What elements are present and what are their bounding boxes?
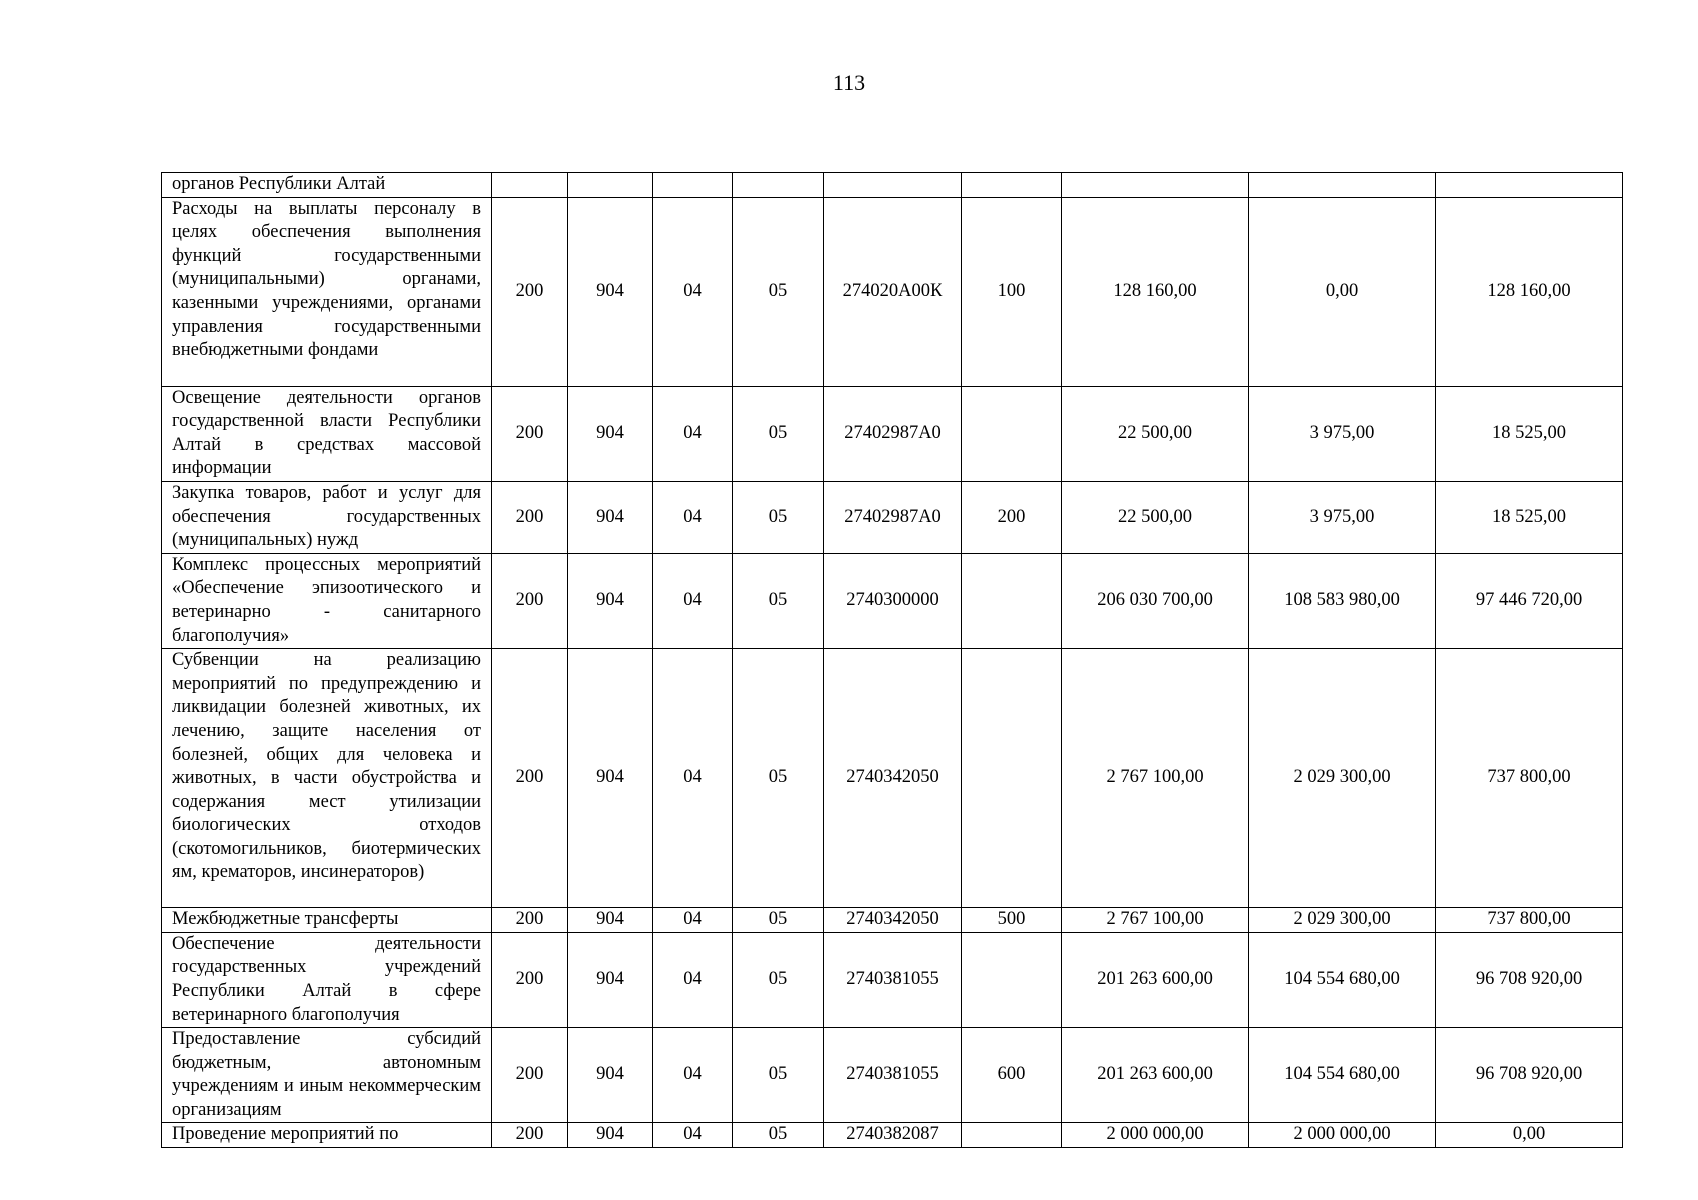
expense-type-cell: 600 — [962, 1028, 1062, 1123]
table-row — [162, 481, 1623, 553]
amount-regional-cell: 18 525,00 — [1436, 386, 1623, 481]
expense-type-cell: 500 — [962, 908, 1062, 933]
ministry-code-cell: 904 — [568, 1123, 653, 1148]
item-name-cell: Закупка товаров, работ и услуг для обеспечения государственных (муниципальных) нужд — [162, 481, 492, 553]
amount-total-cell: 2 000 000,00 — [1062, 1123, 1249, 1148]
subsection-code-cell: 05 — [733, 649, 824, 908]
section-code-cell: 04 — [653, 553, 733, 648]
chapter-code-cell: 200 — [492, 1123, 568, 1148]
amount-regional-cell: 737 800,00 — [1436, 908, 1623, 933]
subsection-code-cell: 05 — [733, 1028, 824, 1123]
section-code-cell: 04 — [653, 908, 733, 933]
amount-federal-cell: 108 583 980,00 — [1249, 553, 1436, 648]
amount-federal-cell: 2 029 300,00 — [1249, 649, 1436, 908]
amount-regional-cell — [1436, 173, 1623, 198]
ministry-code-cell — [568, 173, 653, 198]
table-row — [162, 386, 1623, 481]
target-article-cell: 2740382087 — [824, 1123, 962, 1148]
amount-federal-cell: 0,00 — [1249, 197, 1436, 386]
table-row — [162, 908, 1623, 933]
amount-total-cell: 22 500,00 — [1062, 386, 1249, 481]
subsection-code-cell: 05 — [733, 908, 824, 933]
amount-total-cell — [1062, 173, 1249, 198]
amount-federal-cell: 104 554 680,00 — [1249, 1028, 1436, 1123]
section-code-cell: 04 — [653, 649, 733, 908]
amount-federal-cell: 3 975,00 — [1249, 386, 1436, 481]
item-name-cell: Проведение мероприятий по — [162, 1123, 492, 1148]
item-name-cell: Освещение деятельности органов государственной власти Республики Алтай в средствах массовой информации — [162, 386, 492, 481]
expense-type-cell — [962, 386, 1062, 481]
subsection-code-cell: 05 — [733, 1123, 824, 1148]
expense-type-cell — [962, 173, 1062, 198]
section-code-cell: 04 — [653, 1028, 733, 1123]
item-name-cell: Обеспечение деятельности государственных учреждений Республики Алтай в сфере ветеринарного благополучия — [162, 932, 492, 1027]
target-article-cell: 2740342050 — [824, 649, 962, 908]
table-row — [162, 1028, 1623, 1123]
ministry-code-cell: 904 — [568, 1028, 653, 1123]
chapter-code-cell: 200 — [492, 553, 568, 648]
table-row — [162, 173, 1623, 198]
expense-type-cell — [962, 649, 1062, 908]
subsection-code-cell: 05 — [733, 932, 824, 1027]
amount-regional-cell: 737 800,00 — [1436, 649, 1623, 908]
table-row — [162, 197, 1623, 386]
table-row — [162, 932, 1623, 1027]
section-code-cell: 04 — [653, 386, 733, 481]
ministry-code-cell: 904 — [568, 932, 653, 1027]
section-code-cell — [653, 173, 733, 198]
subsection-code-cell: 05 — [733, 197, 824, 386]
subsection-code-cell: 05 — [733, 481, 824, 553]
subsection-code-cell: 05 — [733, 553, 824, 648]
chapter-code-cell: 200 — [492, 197, 568, 386]
chapter-code-cell: 200 — [492, 908, 568, 933]
target-article-cell: 2740381055 — [824, 1028, 962, 1123]
section-code-cell: 04 — [653, 932, 733, 1027]
target-article-cell: 274020А00К — [824, 197, 962, 386]
target-article-cell: 2740381055 — [824, 932, 962, 1027]
subsection-code-cell: 05 — [733, 386, 824, 481]
amount-federal-cell: 3 975,00 — [1249, 481, 1436, 553]
ministry-code-cell: 904 — [568, 386, 653, 481]
amount-total-cell: 128 160,00 — [1062, 197, 1249, 386]
item-name-cell: органов Республики Алтай — [162, 173, 492, 198]
section-code-cell: 04 — [653, 1123, 733, 1148]
amount-total-cell: 22 500,00 — [1062, 481, 1249, 553]
table-row — [162, 1123, 1623, 1148]
ministry-code-cell: 904 — [568, 908, 653, 933]
amount-federal-cell: 2 029 300,00 — [1249, 908, 1436, 933]
chapter-code-cell: 200 — [492, 932, 568, 1027]
expense-type-cell — [962, 1123, 1062, 1148]
amount-regional-cell: 18 525,00 — [1436, 481, 1623, 553]
amount-total-cell: 201 263 600,00 — [1062, 932, 1249, 1027]
target-article-cell: 2740300000 — [824, 553, 962, 648]
chapter-code-cell: 200 — [492, 1028, 568, 1123]
amount-total-cell: 2 767 100,00 — [1062, 649, 1249, 908]
expense-type-cell — [962, 932, 1062, 1027]
amount-regional-cell: 0,00 — [1436, 1123, 1623, 1148]
target-article-cell: 27402987А0 — [824, 481, 962, 553]
section-code-cell: 04 — [653, 197, 733, 386]
expense-type-cell — [962, 553, 1062, 648]
target-article-cell: 27402987А0 — [824, 386, 962, 481]
target-article-cell: 2740342050 — [824, 908, 962, 933]
expense-type-cell: 100 — [962, 197, 1062, 386]
amount-federal-cell: 2 000 000,00 — [1249, 1123, 1436, 1148]
amount-regional-cell: 97 446 720,00 — [1436, 553, 1623, 648]
item-name-cell: Комплекс процессных мероприятий «Обеспечение эпизоотического и ветеринарно - санитарного благополучия» — [162, 553, 492, 648]
chapter-code-cell: 200 — [492, 649, 568, 908]
item-name-cell: Расходы на выплаты персоналу в целях обеспечения выполнения функций государственными (муниципальными) органами, казенными учреждениями, органами управления государственными внебюджетными фондами — [162, 197, 492, 386]
ministry-code-cell: 904 — [568, 553, 653, 648]
chapter-code-cell — [492, 173, 568, 198]
amount-regional-cell: 96 708 920,00 — [1436, 1028, 1623, 1123]
ministry-code-cell: 904 — [568, 481, 653, 553]
amount-federal-cell — [1249, 173, 1436, 198]
amount-regional-cell: 128 160,00 — [1436, 197, 1623, 386]
item-name-cell: Субвенции на реализацию мероприятий по предупреждению и ликвидации болезней животных, их лечению, защите населения от болезней, общих для человека и животных, в части обустройства и содержания мест утилизации биологических отходов (скотомогильников, биотермических ям, крематоров, инсинераторов) — [162, 649, 492, 908]
expense-type-cell: 200 — [962, 481, 1062, 553]
amount-total-cell: 206 030 700,00 — [1062, 553, 1249, 648]
ministry-code-cell: 904 — [568, 649, 653, 908]
subsection-code-cell — [733, 173, 824, 198]
budget-table-body — [162, 173, 1623, 1148]
chapter-code-cell: 200 — [492, 386, 568, 481]
target-article-cell — [824, 173, 962, 198]
item-name-cell: Межбюджетные трансферты — [162, 908, 492, 933]
chapter-code-cell: 200 — [492, 481, 568, 553]
section-code-cell: 04 — [653, 481, 733, 553]
table-row — [162, 649, 1623, 908]
item-name-cell: Предоставление субсидий бюджетным, автономным учреждениям и иным некоммерческим организациям — [162, 1028, 492, 1123]
budget-table — [161, 172, 1623, 1148]
table-row — [162, 553, 1623, 648]
ministry-code-cell: 904 — [568, 197, 653, 386]
page-number: 113 — [832, 70, 866, 95]
amount-total-cell: 201 263 600,00 — [1062, 1028, 1249, 1123]
amount-regional-cell: 96 708 920,00 — [1436, 932, 1623, 1027]
amount-federal-cell: 104 554 680,00 — [1249, 932, 1436, 1027]
amount-total-cell: 2 767 100,00 — [1062, 908, 1249, 933]
